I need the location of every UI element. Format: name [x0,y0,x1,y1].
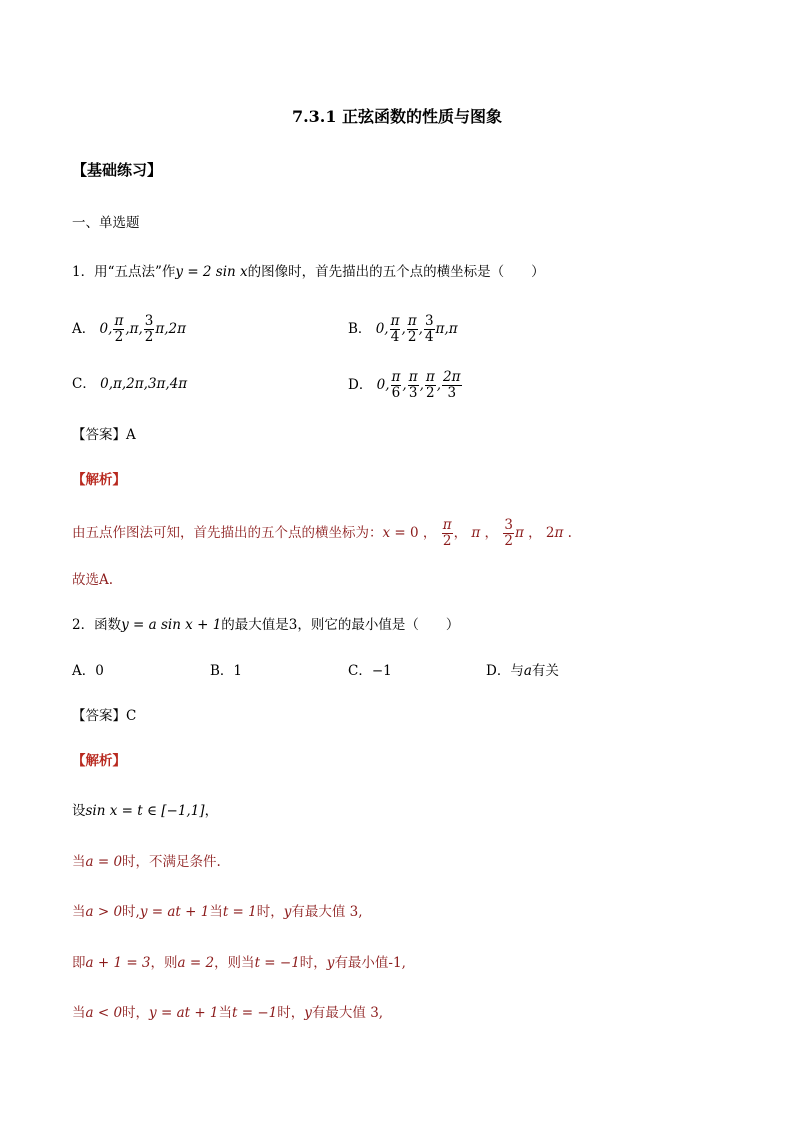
question-2-answer: 【答案】C [72,708,137,724]
question-2-analysis-line-5: 当a < 0时，y = at + 1当t = −1时，y有最大值 3, [72,1005,384,1021]
question-2-analysis-line-3: 当a > 0时,y = at + 1当t = 1时，y有最大值 3, [72,904,363,920]
question-2-option-a: A．0 [72,663,104,679]
question-1-option-c: C． 0,π,2π,3π,4π [72,376,188,392]
question-1-analysis-label: 【解析】 [72,472,126,488]
question-1-answer: 【答案】A [72,427,136,443]
question-2-analysis-label: 【解析】 [72,753,126,769]
question-2-stem: 2．函数y = a sin x + 1的最大值是3，则它的最小值是（ ） [72,617,460,633]
document-title: 7.3.1 正弦函数的性质与图象 [291,107,503,126]
question-2-analysis-line-1: 设sin x = t ∈ [−1,1]， [72,803,219,819]
question-2-option-b: B．1 [210,663,243,679]
question-1-analysis: 由五点作图法可知，首先描出的五个点的横坐标为：x = 0 ， $\frac{\pi}{2}$ ， π ， $\frac{3}{2}$ π ， 2π . [72,517,572,549]
question-2-analysis-line-4: 即a + 1 = 3，则a = 2，则当t = −1时，y有最小值-1, [72,955,406,971]
section-heading: 【基础练习】 [72,161,163,179]
question-2-option-d: D．与a有关 [486,663,559,679]
question-1-stem: 1．用“五点法”作y = 2 sin x的图像时，首先描出的五个点的横坐标是（ ） [72,264,545,280]
question-1-conclusion: 故选A. [72,572,114,588]
question-1-option-a: A． 0, $\frac{\pi}{2}$ ,π, $\frac{3}{2}$ π,2π [72,313,187,345]
question-1-option-b: B． 0, $\frac{\pi}{4}$ , $\frac{\pi}{2}$ , $\frac{3}{4}$ π,π [348,313,458,345]
part-heading: 一、单选题 [72,215,140,231]
question-1-option-d: D． 0, $\frac{\pi}{6}$ , $\frac{\pi}{3}$ , $\frac{\pi}{2}$ , $\frac{2\pi}{3}$ [348,369,461,401]
question-2-analysis-line-2: 当a = 0时，不满足条件. [72,854,221,870]
equation: y = 2 sin x [175,264,248,280]
question-2-option-c: C．−1 [348,663,392,679]
equation: y = a sin x + 1 [121,617,222,633]
